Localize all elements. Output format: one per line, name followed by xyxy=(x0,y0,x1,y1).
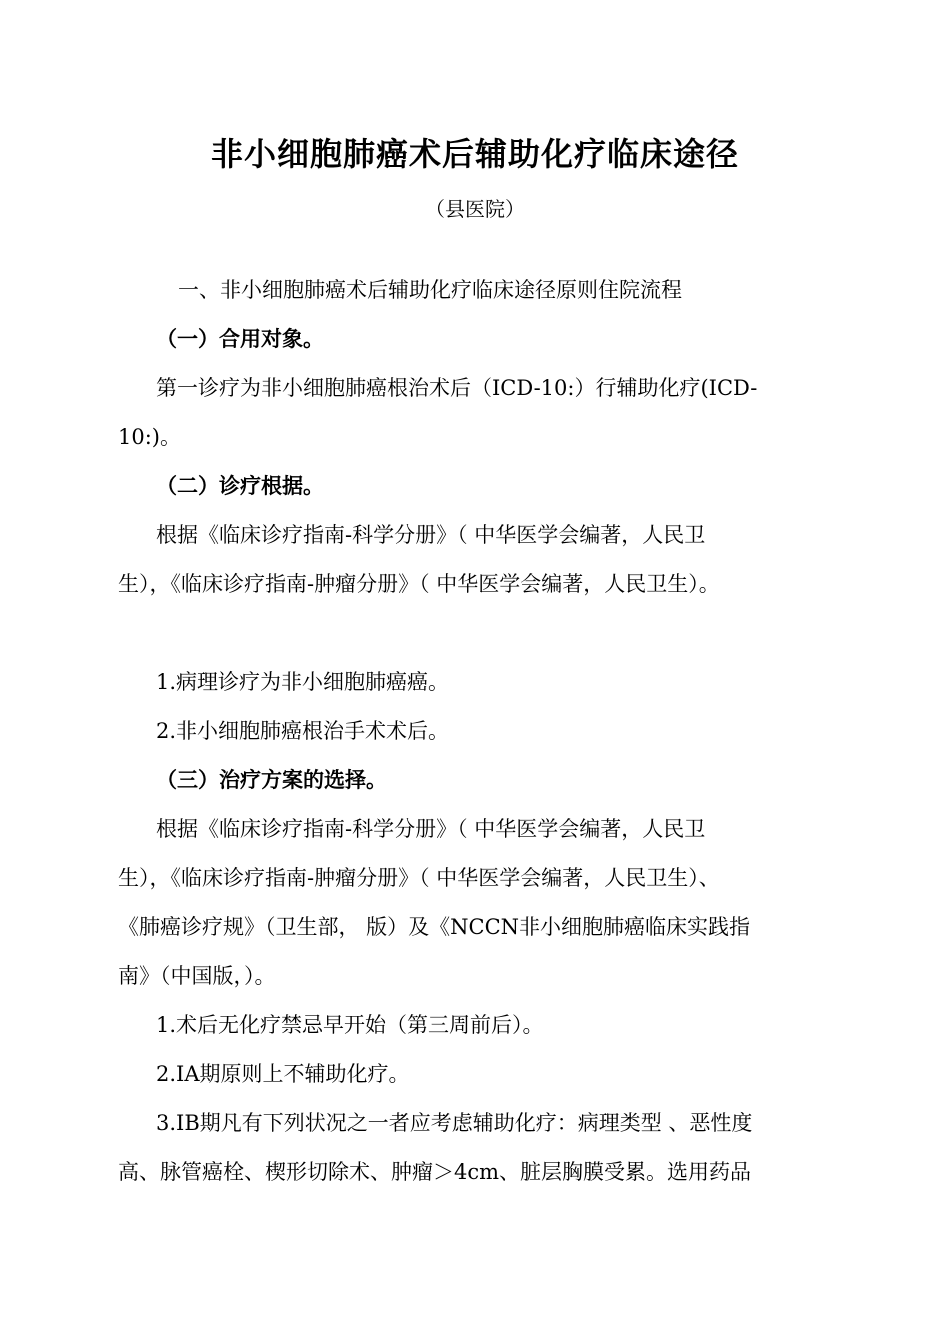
paragraph-line: 第一诊疗为非小细胞肺癌根治术后（ICD-10:）行辅助化疗(ICD- xyxy=(156,376,758,400)
list-item: 1.术后无化疗禁忌早开始（第三周前后）。 xyxy=(156,1013,544,1037)
paragraph-line: 高、脉管癌栓、楔形切除术、肿瘤＞4cm、脏层胸膜受累。选用药品 xyxy=(118,1160,752,1184)
list-item: 3.IB期凡有下列状况之一者应考虑辅助化疗：病理类型 、恶性度 xyxy=(156,1111,753,1135)
document-body xyxy=(118,266,846,1197)
paragraph-line: 生），《临床诊疗指南-肿瘤分册》（ 中华医学会编著，人民卫生）、 xyxy=(118,866,720,890)
subsection-heading-1: （一）合用对象。 xyxy=(156,327,324,351)
blank-line xyxy=(118,609,846,658)
section-heading-1: 一、非小细胞肺癌术后辅助化疗临床途径原则住院流程 xyxy=(178,278,682,302)
paragraph-line: 根据《临床诊疗指南-科学分册》（ 中华医学会编著，人民卫 xyxy=(156,523,706,547)
document-title: 非小细胞肺癌术后辅助化疗临床途径 xyxy=(210,135,739,173)
paragraph-line: 《肺癌诊疗规》（卫生部， 版）及《NCCN非小细胞肺癌临床实践指 xyxy=(118,915,751,939)
paragraph-line: 10:)。 xyxy=(118,425,181,449)
list-item: 1.病理诊疗为非小细胞肺癌癌。 xyxy=(156,670,450,694)
paragraph-line: 根据《临床诊疗指南-科学分册》（ 中华医学会编著，人民卫 xyxy=(156,817,706,841)
document-subtitle: （县医院） xyxy=(425,197,525,221)
paragraph-line: 生），《临床诊疗指南-肿瘤分册》（ 中华医学会编著，人民卫生）。 xyxy=(118,572,720,596)
list-item: 2.IA期原则上不辅助化疗。 xyxy=(156,1062,410,1086)
subsection-heading-3: （三）治疗方案的选择。 xyxy=(156,768,387,792)
list-item: 2.非小细胞肺癌根治手术术后。 xyxy=(156,719,450,743)
subsection-heading-2: （二）诊疗根据。 xyxy=(156,474,324,498)
paragraph-line: 南》（中国版，）。 xyxy=(118,964,276,988)
